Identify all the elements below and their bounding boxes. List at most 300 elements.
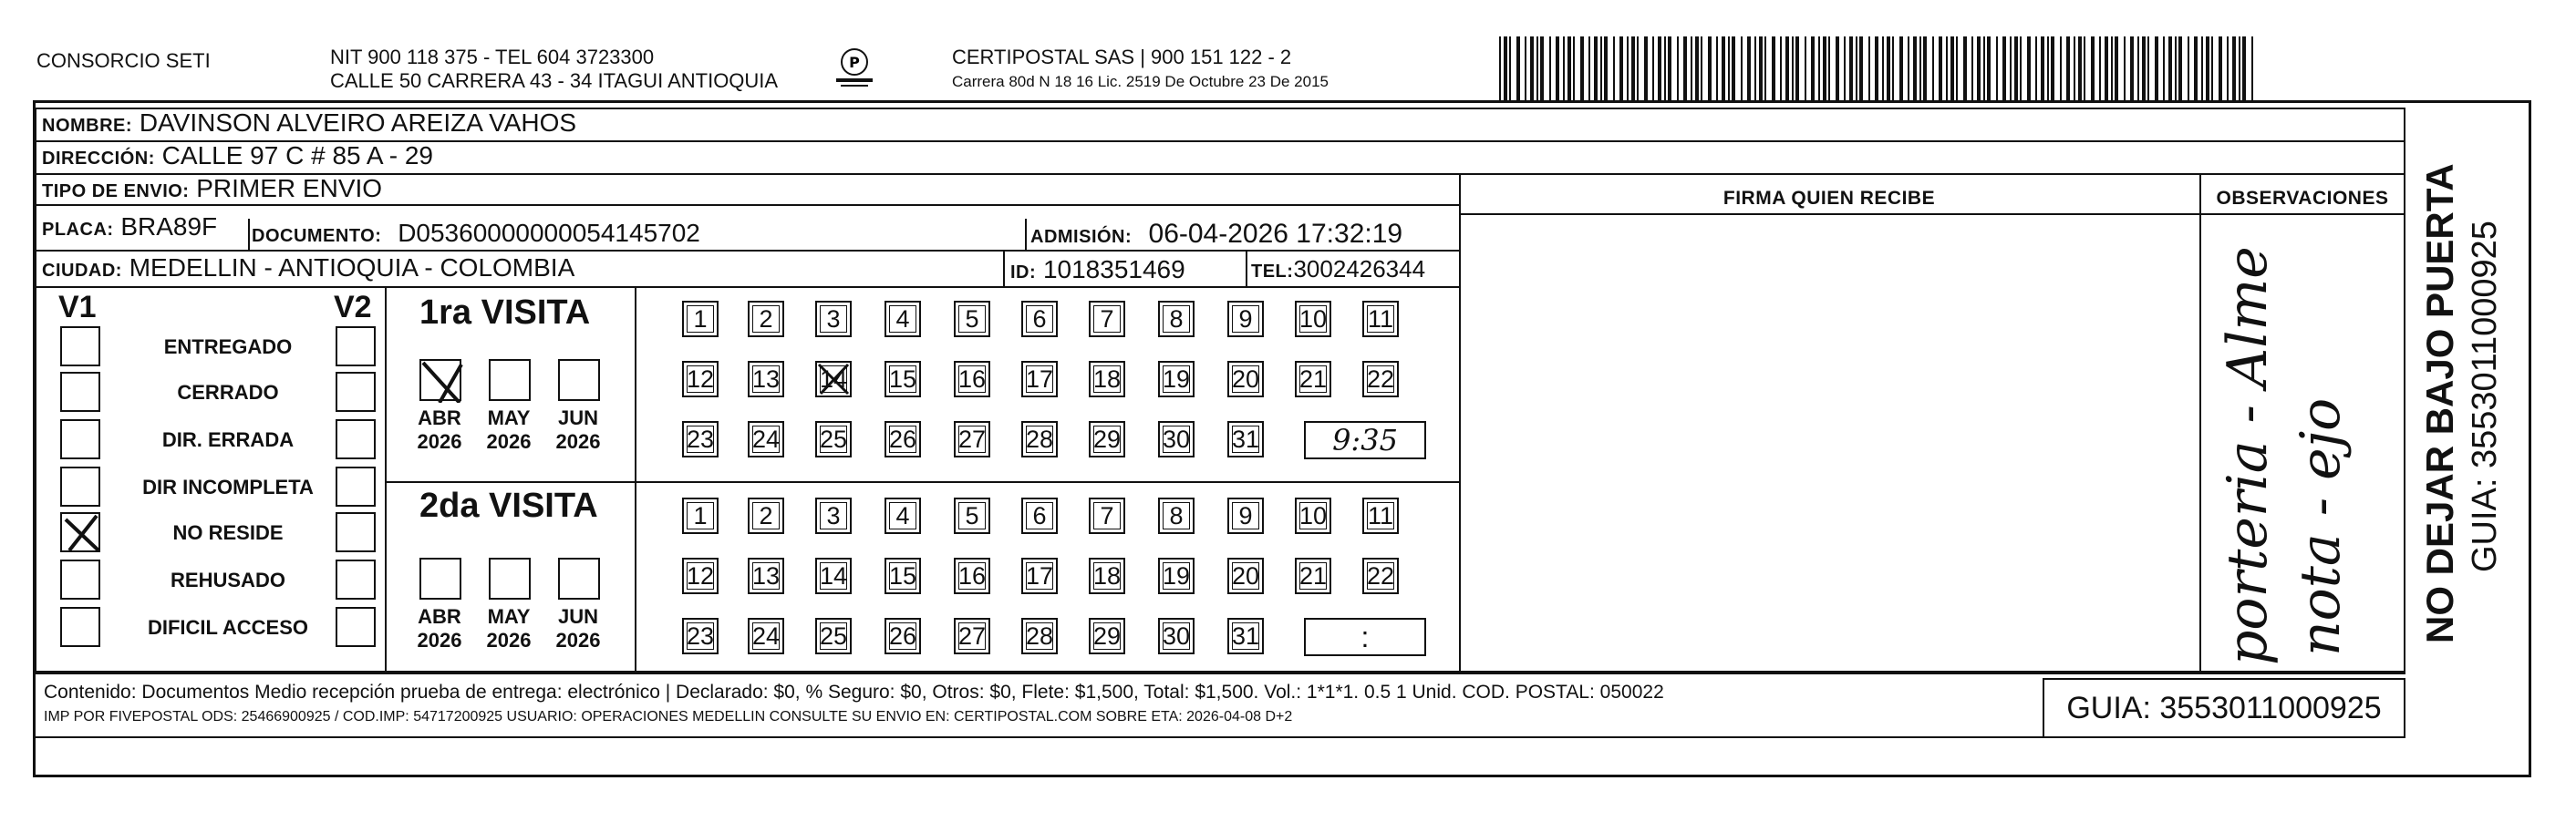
barcode-bar — [1823, 36, 1826, 100]
nombre-value: DAVINSON ALVEIRO AREIZA VAHOS — [139, 108, 577, 137]
day-checkbox[interactable] — [954, 498, 990, 534]
day-label: 25 — [819, 622, 848, 650]
placa-value: BRA89F — [120, 212, 218, 241]
divider — [385, 288, 387, 673]
day-label: 3 — [826, 502, 841, 529]
day-checkbox[interactable] — [682, 498, 719, 534]
placa-label: PLACA: — [42, 220, 114, 240]
barcode-bar — [1594, 36, 1598, 100]
barcode-bar — [1764, 36, 1766, 100]
day-label: 9 — [1238, 502, 1253, 529]
barcode-bar — [2155, 36, 2158, 100]
day-checkbox[interactable] — [1021, 361, 1058, 397]
documento-cell — [252, 219, 700, 248]
day-checkbox[interactable] — [1089, 361, 1125, 397]
barcode-bar — [2027, 36, 2031, 100]
day-label: 30 — [1162, 622, 1191, 650]
tel-value: 3002426344 — [1293, 255, 1426, 283]
barcode-bar — [1780, 36, 1782, 100]
barcode-bar — [2091, 36, 2095, 100]
barcode-bar — [2084, 36, 2085, 100]
barcode-bar — [1946, 36, 1948, 100]
day-label: 7 — [1100, 305, 1114, 333]
day-checkbox[interactable] — [1227, 301, 1264, 337]
day-checkbox[interactable] — [682, 301, 719, 337]
day-label: 21 — [1298, 365, 1328, 393]
v1-label: V1 — [58, 290, 97, 324]
day-label: 24 — [751, 426, 781, 453]
barcode-bar — [2219, 36, 2222, 100]
documento-value: D05360000000054145702 — [398, 219, 700, 247]
month-checkbox[interactable] — [558, 359, 600, 401]
barcode-bar — [1600, 36, 1602, 100]
day-checkbox[interactable] — [1227, 361, 1264, 397]
v1-status-checkbox[interactable] — [60, 326, 100, 366]
day-checkbox[interactable] — [1158, 558, 1195, 594]
day-label: 15 — [888, 365, 917, 393]
barcode-bar — [1899, 36, 1903, 100]
day-checkbox[interactable] — [1362, 361, 1399, 397]
day-label: 29 — [1092, 426, 1122, 453]
barcode-bar — [1849, 36, 1853, 100]
side-guia: GUIA: 3553011000925 — [2466, 221, 2504, 572]
barcode-bar — [1836, 36, 1839, 100]
barcode-bar — [2188, 36, 2189, 100]
day-checkbox[interactable] — [1158, 361, 1195, 397]
day-checkbox[interactable] — [1227, 421, 1264, 457]
barcode-bar — [1716, 36, 1718, 100]
day-checkbox[interactable] — [682, 558, 719, 594]
barcode-bar — [1652, 36, 1654, 100]
day-checkbox[interactable] — [748, 361, 784, 397]
day-checkbox[interactable] — [748, 498, 784, 534]
barcode-bar — [1792, 36, 1794, 100]
barcode-bar — [1516, 36, 1520, 100]
day-label: 17 — [1025, 365, 1054, 393]
barcode-bar — [1950, 36, 1954, 100]
direccion-value: CALLE 97 C # 85 A - 29 — [161, 141, 433, 170]
day-label: 30 — [1162, 426, 1191, 453]
day-label: 13 — [751, 562, 781, 590]
day-label: 29 — [1092, 622, 1122, 650]
barcode-bar — [1856, 36, 1857, 100]
row-nombre — [36, 109, 2405, 142]
direccion-label: DIRECCIÓN: — [42, 149, 155, 169]
day-label: 17 — [1025, 562, 1054, 590]
admision-label: ADMISIÓN: — [1030, 227, 1133, 247]
day-checkbox[interactable] — [1227, 498, 1264, 534]
certipostal-logo-icon — [832, 46, 877, 91]
status-label: CERRADO — [177, 381, 279, 404]
divider — [1246, 252, 1247, 288]
barcode-bar — [2111, 36, 2113, 100]
day-label: 19 — [1162, 365, 1191, 393]
day-checkbox[interactable] — [1089, 618, 1125, 654]
day-label: 11 — [1367, 502, 1394, 529]
day-checkbox[interactable] — [954, 301, 990, 337]
barcode-bar — [1868, 36, 1870, 100]
barcode-bar — [1844, 36, 1846, 100]
first-visit-title: 1ra VISITA — [419, 293, 591, 332]
month-label: JUN 2026 — [555, 406, 601, 453]
barcode-bar — [1908, 36, 1909, 100]
courier-license: Carrera 80d N 18 16 Lic. 2519 De Octubre 23 De 2015 — [952, 73, 1329, 90]
divider — [1459, 175, 1461, 673]
day-checkbox[interactable] — [682, 421, 719, 457]
day-checkbox[interactable] — [1021, 558, 1058, 594]
day-checkbox[interactable] — [815, 618, 852, 654]
day-checkbox[interactable] — [1021, 421, 1058, 457]
day-checkbox[interactable] — [1089, 498, 1125, 534]
barcode-bar — [1732, 36, 1735, 100]
day-label: 10 — [1298, 502, 1328, 529]
guia-box-text: GUIA: 3553011000925 — [2066, 691, 2382, 725]
barcode-bar — [2163, 36, 2165, 100]
day-checkbox[interactable] — [1295, 558, 1331, 594]
admision-cell — [1030, 219, 1402, 250]
barcode-bar — [1708, 36, 1712, 100]
barcode-bar — [1939, 36, 1942, 100]
barcode-bar — [2239, 36, 2240, 100]
barcode-bar — [1971, 36, 1973, 100]
v2-status-checkbox[interactable] — [336, 419, 376, 459]
barcode-bar — [1556, 36, 1559, 100]
barcode-bar — [2147, 36, 2149, 100]
barcode-bar — [1785, 36, 1789, 100]
second-visit-title: 2da VISITA — [419, 487, 598, 525]
day-label: 20 — [1231, 562, 1260, 590]
barcode-bar — [1772, 36, 1775, 100]
day-label: 23 — [686, 622, 715, 650]
barcode-bar — [2047, 36, 2049, 100]
svg-text:P: P — [849, 54, 860, 71]
day-label: 14 — [819, 562, 848, 590]
day-checkbox[interactable] — [885, 558, 921, 594]
day-checkbox[interactable] — [954, 421, 990, 457]
barcode-bar — [1540, 36, 1544, 100]
day-checkbox[interactable] — [1227, 618, 1264, 654]
barcode-bar — [1573, 36, 1575, 100]
status-label: ENTREGADO — [163, 335, 293, 358]
day-label: 25 — [819, 426, 848, 453]
day-checkbox[interactable] — [682, 361, 719, 397]
day-checkbox[interactable] — [1362, 558, 1399, 594]
barcode-bar — [1549, 36, 1551, 100]
barcode-bar — [2078, 36, 2082, 100]
barcode-bar — [2142, 36, 2146, 100]
barcode-bar — [1536, 36, 1538, 100]
barcode-bar — [2175, 36, 2177, 100]
barcode-bar — [1795, 36, 1799, 100]
day-label: 2 — [759, 305, 773, 333]
v1-status-checkbox[interactable] — [60, 512, 100, 552]
barcode-bar — [1754, 36, 1756, 100]
day-checkbox[interactable] — [1295, 361, 1331, 397]
day-label: 1 — [693, 502, 708, 529]
day-label: 4 — [895, 305, 910, 333]
month-checkbox[interactable] — [419, 558, 461, 600]
day-checkbox[interactable] — [885, 421, 921, 457]
tel-label: TEL: — [1251, 262, 1294, 282]
v2-status-checkbox[interactable] — [336, 372, 376, 412]
day-label: 10 — [1298, 305, 1328, 333]
month-label: MAY 2026 — [486, 406, 532, 453]
day-checkbox[interactable] — [885, 498, 921, 534]
v1-status-checkbox[interactable] — [60, 419, 100, 459]
day-label: 22 — [1366, 365, 1395, 393]
day-checkbox[interactable] — [1089, 558, 1125, 594]
barcode-bar — [1701, 36, 1702, 100]
day-label: 26 — [888, 622, 917, 650]
barcode-bar — [2251, 36, 2253, 100]
day-checkbox[interactable] — [885, 301, 921, 337]
v2-status-checkbox[interactable] — [336, 326, 376, 366]
day-checkbox[interactable] — [1089, 301, 1125, 337]
barcode-bar — [2020, 36, 2022, 100]
barcode-bar — [1525, 36, 1526, 100]
day-label: 12 — [686, 365, 715, 393]
ciudad-label: CIUDAD: — [42, 261, 122, 281]
day-checkbox[interactable] — [954, 558, 990, 594]
barcode-bar — [1741, 36, 1743, 100]
barcode-bar — [1644, 36, 1648, 100]
divider — [1459, 213, 2405, 215]
barcode-bar — [2035, 36, 2037, 100]
tipo-value: PRIMER ENVIO — [196, 174, 383, 202]
v1-status-checkbox[interactable] — [60, 372, 100, 412]
month-label: MAY 2026 — [486, 605, 532, 652]
month-checkbox[interactable] — [558, 558, 600, 600]
divider — [385, 481, 1459, 483]
day-label: 13 — [751, 365, 781, 393]
barcode-bar — [2105, 36, 2108, 100]
barcode-bar — [2232, 36, 2236, 100]
documento-label: DOCUMENTO: — [252, 226, 382, 246]
day-checkbox[interactable] — [815, 558, 852, 594]
barcode-bar — [1677, 36, 1679, 100]
divider — [35, 736, 2405, 738]
month-checkbox[interactable] — [489, 558, 531, 600]
observation-line-1: porteria - Alme — [2216, 246, 2280, 665]
barcode-bar — [2194, 36, 2198, 100]
company-name: CONSORCIO SETI — [36, 49, 211, 72]
barcode-bar — [1619, 36, 1623, 100]
check-mark-icon — [421, 361, 463, 403]
check-mark-icon — [815, 361, 852, 397]
barcode-bar — [1637, 36, 1639, 100]
barcode-bar — [2041, 36, 2044, 100]
barcode-bar — [1627, 36, 1629, 100]
divider — [248, 219, 250, 252]
row-tipo — [36, 175, 1459, 206]
day-checkbox[interactable] — [815, 498, 852, 534]
status-label: NO RESIDE — [172, 521, 284, 544]
day-label: 6 — [1032, 502, 1047, 529]
barcode-bar — [2051, 36, 2054, 100]
barcode-bar — [1996, 36, 1998, 100]
day-label: 18 — [1092, 365, 1122, 393]
month-checkbox[interactable] — [489, 359, 531, 401]
barcode-bar — [2201, 36, 2203, 100]
barcode-bar — [1882, 36, 1884, 100]
day-label: 9 — [1238, 305, 1253, 333]
barcode-bar — [1664, 36, 1666, 100]
barcode-bar — [2074, 36, 2075, 100]
v2-status-checkbox[interactable] — [336, 467, 376, 507]
day-label: 3 — [826, 305, 841, 333]
day-label: 24 — [751, 622, 781, 650]
day-checkbox[interactable] — [1158, 421, 1195, 457]
day-label: 8 — [1169, 305, 1184, 333]
barcode-bar — [1588, 36, 1590, 100]
day-checkbox[interactable] — [748, 301, 784, 337]
day-checkbox[interactable] — [954, 618, 990, 654]
barcode-bar — [1983, 36, 1985, 100]
day-label: 5 — [965, 305, 979, 333]
id-value: 1018351469 — [1042, 255, 1185, 283]
id-label: ID: — [1010, 262, 1037, 283]
day-checkbox[interactable] — [1362, 498, 1399, 534]
day-checkbox[interactable] — [815, 421, 852, 457]
courier-line: CERTIPOSTAL SAS | 900 151 122 - 2 — [952, 46, 1292, 68]
day-label: 23 — [686, 426, 715, 453]
address-line: CALLE 50 CARRERA 43 - 34 ITAGUI ANTIOQUIA — [330, 69, 779, 92]
nombre-label: NOMBRE: — [42, 116, 133, 136]
day-checkbox[interactable] — [1227, 558, 1264, 594]
time-field[interactable]: : — [1304, 618, 1426, 656]
barcode-bar — [2137, 36, 2139, 100]
day-label: 16 — [957, 365, 987, 393]
day-checkbox[interactable] — [1021, 301, 1058, 337]
barcode-bar — [1613, 36, 1615, 100]
barcode-bar — [2115, 36, 2118, 100]
day-checkbox[interactable] — [1158, 301, 1195, 337]
check-mark-icon — [62, 514, 102, 554]
barcode-bar — [1722, 36, 1725, 100]
id-cell — [1010, 255, 1185, 284]
day-label: 20 — [1231, 365, 1260, 393]
barcode-bar — [2227, 36, 2229, 100]
v1-status-checkbox[interactable] — [60, 607, 100, 647]
day-label: 1 — [693, 305, 708, 333]
day-label: 2 — [759, 502, 773, 529]
day-checkbox[interactable] — [1295, 301, 1331, 337]
status-label: DIFICIL ACCESO — [147, 616, 308, 639]
day-label: 12 — [686, 562, 715, 590]
day-label: 27 — [957, 426, 987, 453]
day-checkbox[interactable] — [1362, 301, 1399, 337]
barcode-icon — [1499, 36, 2256, 100]
barcode-bar — [2014, 36, 2018, 100]
barcode-bar — [1567, 36, 1571, 100]
day-checkbox[interactable] — [682, 618, 719, 654]
month-checkbox[interactable] — [419, 359, 461, 401]
barcode-bar — [1499, 36, 1501, 100]
barcode-bar — [1728, 36, 1730, 100]
divider — [635, 288, 636, 673]
time-field[interactable]: 9:35 — [1304, 421, 1426, 459]
barcode-bar — [1963, 36, 1967, 100]
barcode-bar — [1530, 36, 1534, 100]
day-checkbox[interactable] — [748, 618, 784, 654]
day-checkbox[interactable] — [748, 421, 784, 457]
barcode-bar — [1828, 36, 1830, 100]
day-checkbox[interactable] — [885, 618, 921, 654]
barcode-bar — [1923, 36, 1927, 100]
day-checkbox[interactable] — [1295, 498, 1331, 534]
v2-status-checkbox[interactable] — [336, 512, 376, 552]
day-checkbox[interactable] — [1021, 618, 1058, 654]
barcode-bar — [1504, 36, 1507, 100]
day-label: 28 — [1025, 622, 1054, 650]
day-checkbox[interactable] — [1021, 498, 1058, 534]
day-label: 14 — [819, 365, 848, 393]
day-label: 22 — [1366, 562, 1395, 590]
day-checkbox[interactable] — [1158, 618, 1195, 654]
barcode-bar — [1859, 36, 1863, 100]
divider — [2199, 175, 2201, 673]
status-label: DIR INCOMPLETA — [142, 476, 314, 498]
barcode-bar — [1875, 36, 1878, 100]
side-notice: NO DEJAR BAJO PUERTA — [2418, 163, 2461, 643]
day-checkbox[interactable] — [748, 558, 784, 594]
tipo-label: TIPO DE ENVIO: — [42, 181, 190, 201]
barcode-bar — [2124, 36, 2126, 100]
nit-line: NIT 900 118 375 - TEL 604 3723300 — [330, 46, 655, 68]
day-label: 27 — [957, 622, 987, 650]
barcode-bar — [1919, 36, 1921, 100]
divider — [35, 673, 2405, 674]
barcode-bar — [1887, 36, 1890, 100]
barcode-bar — [2130, 36, 2134, 100]
day-checkbox[interactable] — [885, 361, 921, 397]
v2-status-checkbox[interactable] — [336, 607, 376, 647]
barcode-bar — [2211, 36, 2213, 100]
day-label: 8 — [1169, 502, 1184, 529]
v2-status-checkbox[interactable] — [336, 560, 376, 600]
v2-label: V2 — [334, 290, 372, 324]
barcode-bar — [1683, 36, 1687, 100]
observation-line-2: nota - ejo — [2289, 397, 2353, 656]
day-checkbox[interactable] — [954, 361, 990, 397]
day-checkbox[interactable] — [815, 301, 852, 337]
day-label: 21 — [1298, 562, 1328, 590]
observaciones-header: OBSERVACIONES — [2216, 188, 2389, 209]
month-label: ABR 2026 — [417, 605, 462, 652]
barcode-bar — [2060, 36, 2062, 100]
day-checkbox[interactable] — [815, 361, 852, 397]
month-label: ABR 2026 — [417, 406, 462, 453]
barcode-bar — [1691, 36, 1692, 100]
barcode-bar — [1580, 36, 1584, 100]
day-checkbox[interactable] — [1158, 498, 1195, 534]
day-label: 15 — [888, 562, 917, 590]
day-label: 16 — [957, 562, 987, 590]
row-direccion — [36, 142, 2405, 175]
barcode-bar — [1668, 36, 1671, 100]
barcode-bar — [2168, 36, 2172, 100]
barcode-bar — [1695, 36, 1699, 100]
divider — [1025, 219, 1027, 252]
tel-cell — [1251, 255, 1425, 283]
footer-imp: IMP POR FIVEPOSTAL ODS: 25466900925 / COD.IMP: 54717200925 USUARIO: OPERACIONES MEDELLIN CONSULTE SU ENVIO EN: CERTIPOSTAL.COM SOBRE ETA: 2026-04-08 D+2 — [44, 709, 1293, 724]
barcode-bar — [2066, 36, 2070, 100]
v1-status-checkbox[interactable] — [60, 560, 100, 600]
day-label: 6 — [1032, 305, 1047, 333]
day-checkbox[interactable] — [1089, 421, 1125, 457]
v1-status-checkbox[interactable] — [60, 467, 100, 507]
day-label: 18 — [1092, 562, 1122, 590]
